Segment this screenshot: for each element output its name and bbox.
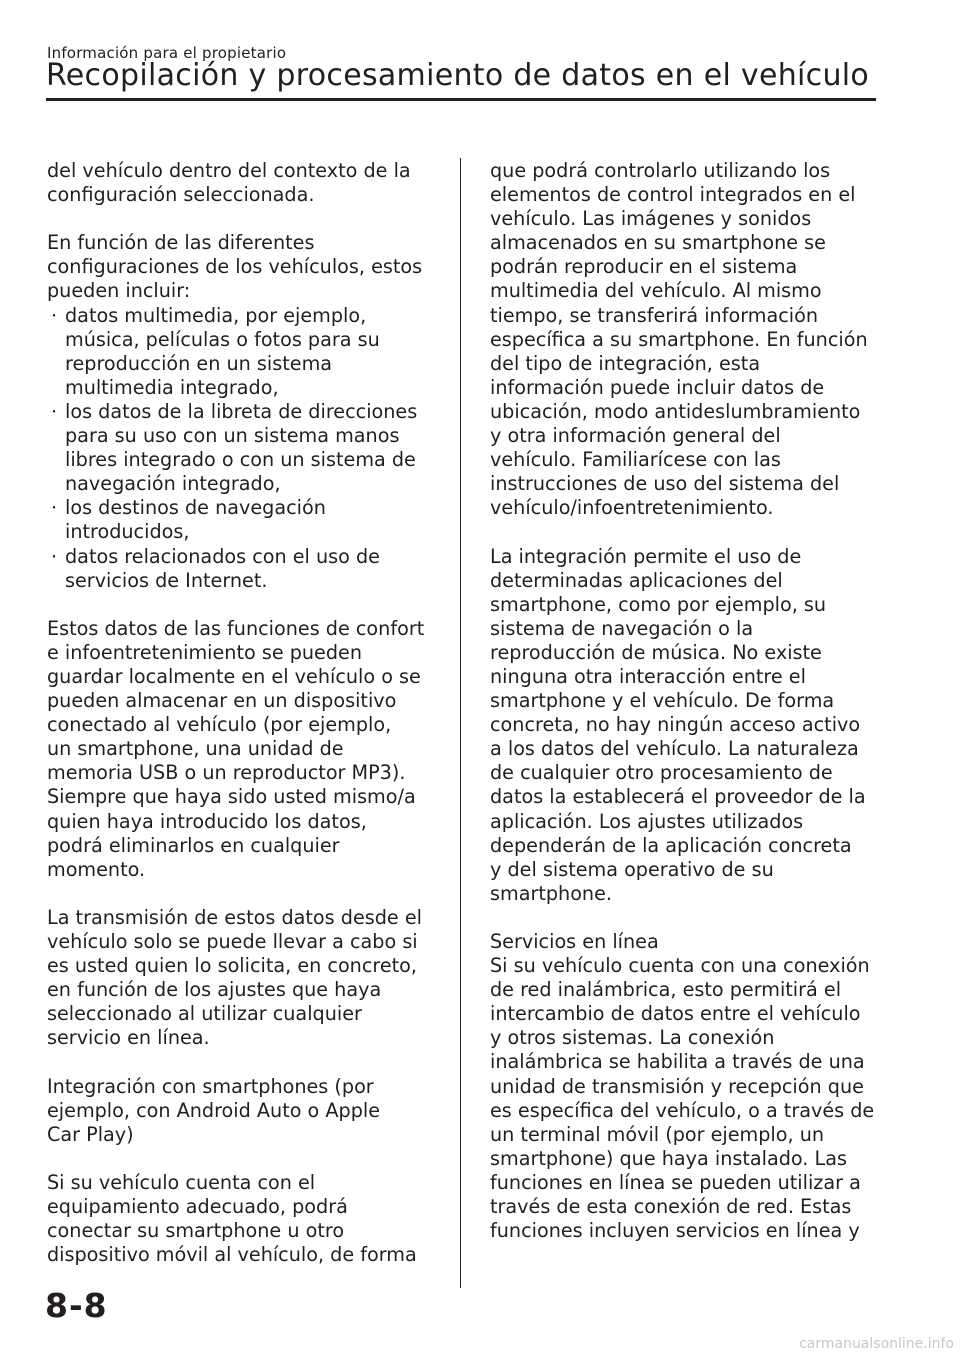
paragraph: La integración permite el uso de determinadas aplicaciones del smartphone, como por ejemplo, su sistema de navegación o la reproducción de música. No existe ninguna otra interacción entre el smartphone y el vehículo. De forma concreta, no hay ningún acceso activo a los datos del vehículo. La naturaleza de cualquier otro procesamiento de datos la establecerá el proveedor de la aplicación. Los ajustes utilizados dependerán de la aplicación concreta y del sistema operativo de su smartphone. (490, 544, 866, 905)
column-divider (460, 158, 461, 1288)
list-item: · datos relacionados con el uso de servicios de Internet. (47, 545, 439, 593)
paragraph: La transmisión de estos datos desde el vehículo solo se puede llevar a cabo si es usted quien lo solicita, en concreto, en función de los ajustes que haya seleccionado al utilizar cualquier servicio en línea. (47, 905, 422, 1050)
header-rule (46, 98, 876, 101)
paragraph: del vehículo dentro del contexto de la configuración seleccionada. (47, 159, 411, 207)
paragraph: Estos datos de las funciones de confort e infoentretenimiento se pueden guardar localmente en el vehículo o se pueden almacenar en un dispositivo conectado al vehículo (por ejemplo, un smartphone, una unidad de memoria USB o un reproductor MP3). Siempre que haya sido usted mismo/a quien haya introducido los datos, podrá eliminarlos en cualquier momento. (47, 616, 425, 881)
page-title: Recopilación y procesamiento de datos en el vehículo (46, 58, 870, 93)
paragraph: En función de las diferentes configuraciones de los vehículos, estos pueden incluir: (47, 231, 423, 303)
paragraph: que podrá controlarlo utilizando los elementos de control integrados en el vehículo. Las imágenes y sonidos almacenados en su smartphone se podrán reproducir en el sistema multimedia del vehículo. Al mismo tiempo, se transferirá información específica a su smartphone. En función del tipo de integración, esta información puede incluir datos de ubicación, modo antideslumbramiento y otra información general del vehículo. Familiarícese con las instrucciones de uso del sistema del vehículo/infoentretenimiento. (490, 159, 868, 520)
list-item: · los destinos de navegación introducidos, (47, 496, 439, 544)
paragraph: Si su vehículo cuenta con el equipamiento adecuado, podrá conectar su smartphone u otro dispositivo móvil al vehículo, de forma (47, 1170, 417, 1267)
list-item: · datos multimedia, por ejemplo, música, películas o fotos para su reproducción en un sistema multimedia integrado, (47, 304, 439, 400)
right-column (490, 159, 882, 1243)
section-label: Información para el propietario (47, 44, 287, 62)
paragraph: Integración con smartphones (por ejemplo, con Android Auto o Apple Car Play) (47, 1074, 381, 1146)
bullet-list (47, 304, 439, 593)
page-number: 8-8 (45, 1286, 108, 1325)
list-item: · los datos de la libreta de direcciones para su uso con un sistema manos libres integrado o con un sistema de navegación integrado, (47, 400, 439, 496)
left-column (47, 159, 439, 1267)
watermark: carmanualsonline.info (799, 1336, 954, 1352)
paragraph: Servicios en línea Si su vehículo cuenta con una conexión de red inalámbrica, esto permitirá el intercambio de datos entre el vehículo y otros sistemas. La conexión inalámbrica se habilita a través de una unidad de transmisión y recepción que es específica del vehículo, o a través de un terminal móvil (por ejemplo, un smartphone) que haya instalado. Las funciones en línea se pueden utilizar a través de esta conexión de red. Estas funciones incluyen servicios en línea y (490, 930, 875, 1243)
